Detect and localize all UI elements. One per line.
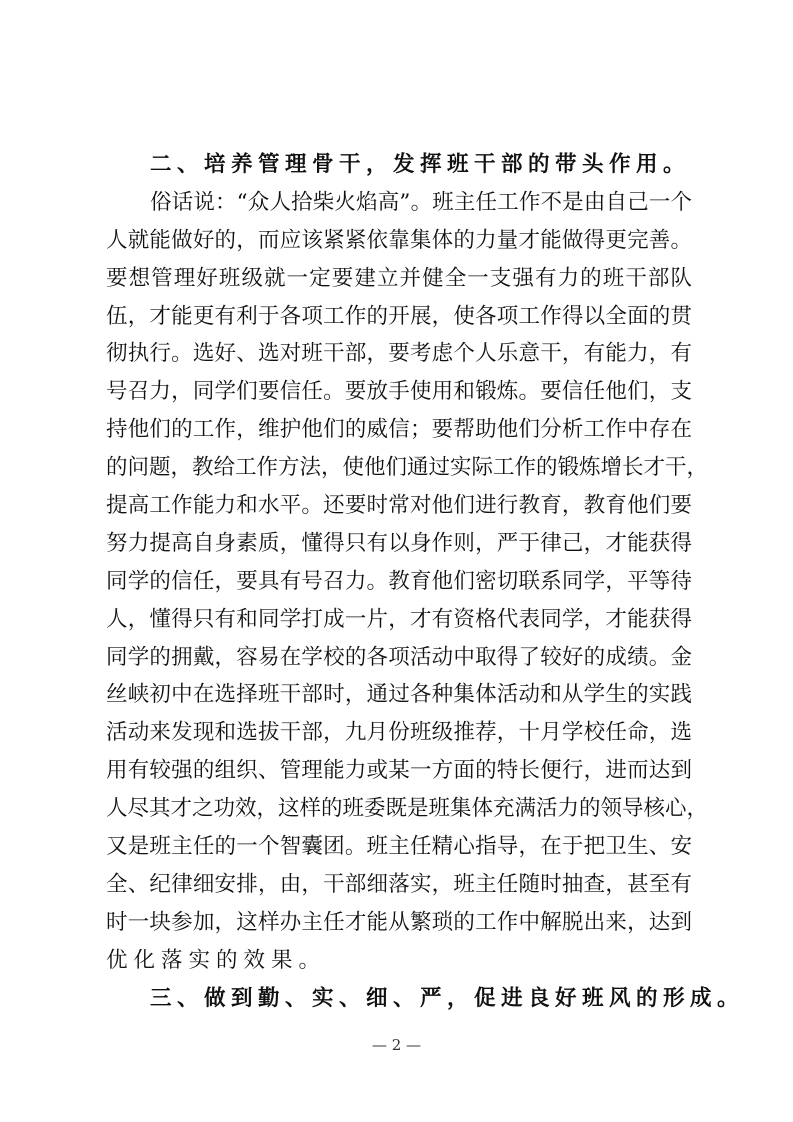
page-number: — 2 — (371, 1036, 422, 1054)
paragraph-line: 俗话说：“众人拾柴火焰高”。班主任工作不是由自己一个 (150, 189, 692, 215)
paragraph-line: 彻执行。选好、选对班干部，要考虑个人乐意干，有能力，有 (106, 341, 692, 367)
paragraph-line: 时一块参加，这样办主任才能从繁琐的工作中解脱出来，达到 (106, 909, 692, 935)
paragraph-line: 伍，才能更有利于各项工作的开展，使各项工作得以全面的贯 (106, 303, 692, 329)
paragraph-line: 用有较强的组织、管理能力或某一方面的特长便行，进而达到 (106, 758, 692, 784)
section-heading: 二、培养管理骨干，发挥班干部的带头作用。 (150, 152, 691, 177)
paragraph-line: 要想管理好班级就一定要建立并健全一支强有力的班干部队 (106, 265, 692, 291)
paragraph-line: 的问题，教给工作方法，使他们通过实际工作的锻炼增长才干， (106, 455, 709, 481)
paragraph-line: 活动来发现和选拔干部，九月份班级推荐，十月学校任命，选 (106, 720, 692, 746)
paragraph-line: 全、纪律细安排，由，干部细落实，班主任随时抽查，甚至有 (106, 871, 692, 897)
paragraph-line: 人，懂得只有和同学打成一片，才有资格代表同学，才能获得 (106, 606, 692, 632)
paragraph-line: 人尽其才之功效，这样的班委既是班集体充满活力的领导核心， (106, 796, 709, 822)
paragraph-line: 号召力，同学们要信任。要放手使用和锻炼。要信任他们，支 (106, 379, 692, 405)
paragraph-line: 同学的信任，要具有号召力。教育他们密切联系同学，平等待 (106, 568, 692, 594)
section-heading: 三、做到勤、实、细、严，促进良好班风的形成。 (150, 985, 745, 1011)
paragraph (106, 184, 709, 980)
paragraph-line: 同学的拥戴，容易在学校的各项活动中取得了较好的成绩。金 (106, 644, 692, 670)
paragraph-line: 持他们的工作，维护他们的威信；要帮助他们分析工作中存在 (106, 417, 692, 443)
document-body (106, 146, 745, 1017)
paragraph-line: 丝峡初中在选择班干部时，通过各种集体活动和从学生的实践 (106, 682, 692, 708)
paragraph-line: 人就能做好的，而应该紧紧依靠集体的力量才能做得更完善。 (106, 227, 692, 253)
paragraph-line: 努力提高自身素质，懂得只有以身作则，严于律己，才能获得 (106, 530, 692, 556)
paragraph-line: 优化落实的效果。 (106, 947, 327, 973)
paragraph-line: 提高工作能力和水平。还要时常对他们进行教育，教育他们要 (106, 493, 692, 519)
paragraph-line: 又是班主任的一个智囊团。班主任精心指导，在于把卫生、安 (106, 834, 692, 860)
